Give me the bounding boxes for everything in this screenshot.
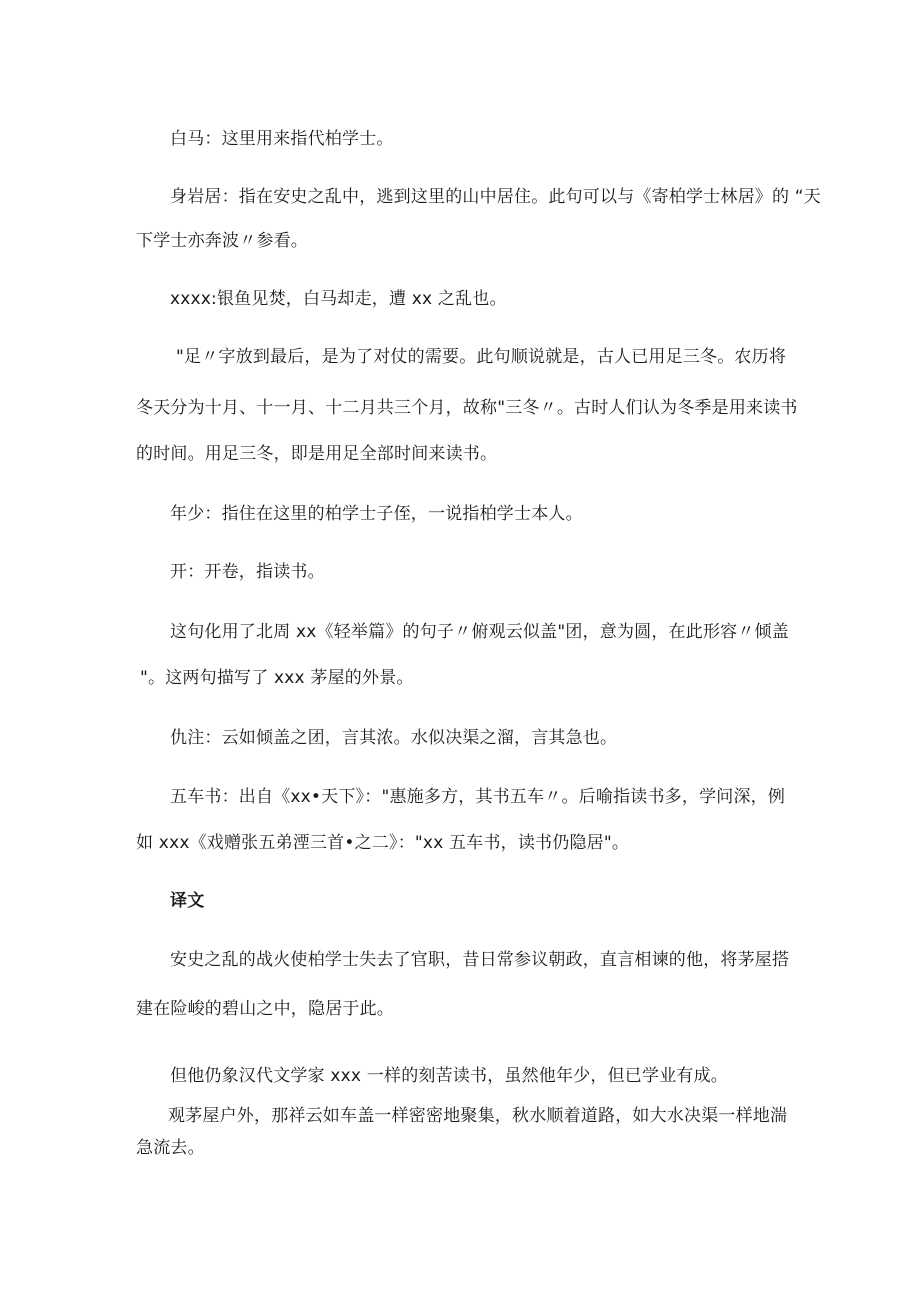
- note-shen-yan-ju-line-2: 下学士亦奔波〃参看。: [136, 231, 308, 251]
- translation-p2: 但他仍象汉代文学家 xxx 一样的刻苦读书，虽然他年少，但已学业有成。: [170, 1066, 728, 1086]
- note-wu-che-shu-line-2: 如 xxx《戏赠张五弟湮三首•之二》："xx 五车书，读书仍隐居"。: [136, 833, 630, 853]
- note-nian-shao: 年少：指住在这里的柏学士子侄，一说指柏学士本人。: [170, 504, 583, 524]
- translation-p1-line-1: 安史之乱的战火使柏学士失去了官职，昔日常参议朝政，直言相谏的他，将茅屋搭: [170, 950, 790, 970]
- note-kai: 开：开卷，指读书。: [170, 562, 325, 582]
- translation-heading: 译文: [170, 891, 205, 911]
- translation-p3-line-1: 观茅屋户外，那祥云如车盖一样密密地聚集，秋水顺着道路，如大水决渠一样地湍: [168, 1106, 788, 1126]
- note-zu-line-1: "足〃字放到最后，是为了对仗的需要。此句顺说就是，古人已用足三冬。农历将: [176, 347, 787, 367]
- note-zu-line-2: 冬天分为十月、十一月、十二月共三个月，故称"三冬〃。古时人们认为冬季是用来读书: [136, 398, 798, 418]
- note-zu-line-3: 的时间。用足三冬，即是用足全部时间来读书。: [136, 444, 498, 464]
- note-wu-che-shu-line-1: 五车书：出自《xx•天下》："惠施多方，其书五车〃。后喻指读书多，学问深，例: [170, 787, 786, 807]
- note-qiu-zhu: 仇注：云如倾盖之团，言其浓。水似决渠之溜，言其急也。: [170, 728, 618, 748]
- note-shen-yan-ju-line-1: 身岩居：指在安史之乱中，逃到这里的山中居住。此句可以与《寄柏学士林居》的 “天: [170, 187, 822, 207]
- translation-p1-line-2: 建在险峻的碧山之中，隐居于此。: [136, 999, 394, 1019]
- note-ju-hua-line-2: "。这两句描写了 xxx 茅屋的外景。: [140, 668, 414, 688]
- note-ju-hua-line-1: 这句化用了北周 xx《轻举篇》的句子〃俯观云似盖"团，意为圆，在此形容〃倾盖: [170, 622, 789, 642]
- note-bai-ma: 白马：这里用来指代柏学士。: [170, 129, 394, 149]
- note-xxxx: xxxx:银鱼见焚，白马却走，遭 xx 之乱也。: [170, 289, 507, 309]
- translation-p3-line-2: 急流去。: [136, 1138, 205, 1158]
